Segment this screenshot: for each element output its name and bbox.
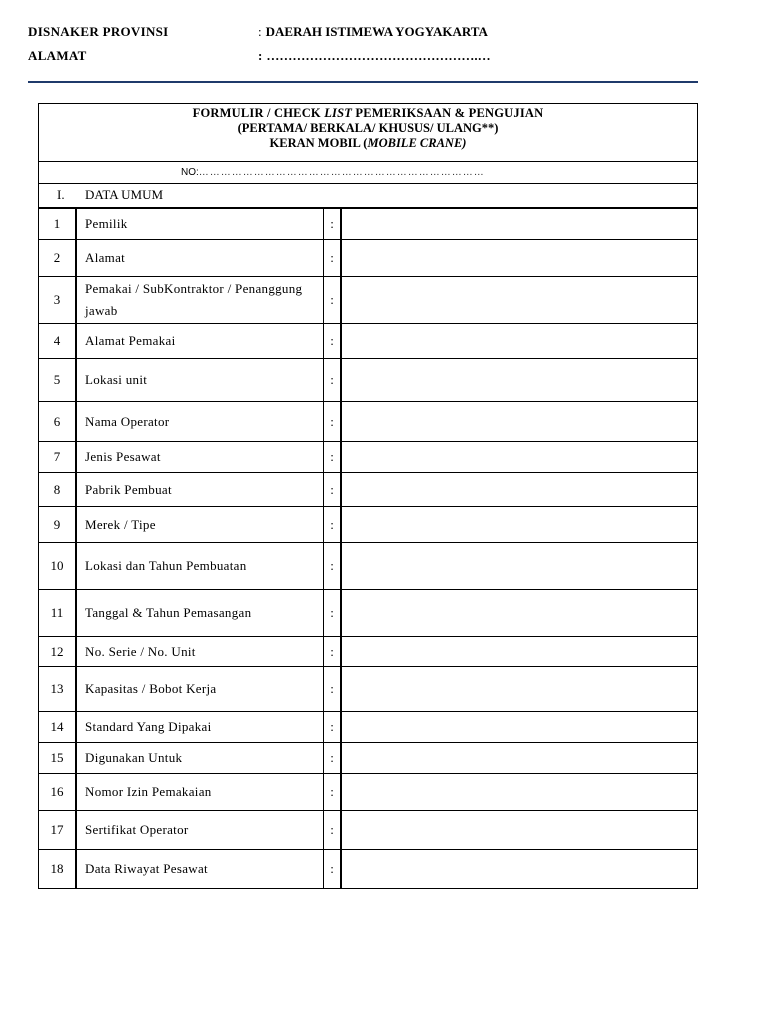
form-title-box xyxy=(38,103,698,162)
table-row xyxy=(39,850,698,889)
title-part-a: FORMULIR / CHECK xyxy=(192,106,325,120)
row-label: Pemilik xyxy=(76,209,324,240)
row-label: Jenis Pesawat xyxy=(76,442,324,473)
row-colon: : xyxy=(324,402,342,442)
row-colon: : xyxy=(324,743,342,774)
row-colon: : xyxy=(324,507,342,543)
row-value-field[interactable] xyxy=(341,402,698,442)
row-value-field[interactable] xyxy=(341,811,698,850)
row-label: Digunakan Untuk xyxy=(76,743,324,774)
form-number-dots: …………………………………………………………………… xyxy=(198,167,485,178)
row-value-field[interactable] xyxy=(341,637,698,667)
alamat-value xyxy=(258,48,491,64)
row-value-field[interactable] xyxy=(341,543,698,590)
row-label: Kapasitas / Bobot Kerja xyxy=(76,667,324,712)
row-number: 14 xyxy=(39,712,77,743)
row-number: 15 xyxy=(39,743,77,774)
row-value-field[interactable] xyxy=(341,209,698,240)
row-label: Pabrik Pembuat xyxy=(76,473,324,507)
form-title-line1 xyxy=(39,106,697,121)
row-colon: : xyxy=(324,712,342,743)
row-number: 10 xyxy=(39,543,77,590)
row-colon: : xyxy=(324,590,342,637)
data-table xyxy=(38,208,698,889)
row-number: 9 xyxy=(39,507,77,543)
row-number: 13 xyxy=(39,667,77,712)
row-number: 17 xyxy=(39,811,77,850)
section-number: I. xyxy=(57,187,65,202)
row-value-field[interactable] xyxy=(341,442,698,473)
row-label: Alamat xyxy=(76,240,324,277)
table-row xyxy=(39,543,698,590)
row-colon: : xyxy=(324,209,342,240)
row-colon: : xyxy=(324,811,342,850)
row-value-field[interactable] xyxy=(341,850,698,889)
provinsi-value-text: DAERAH ISTIMEWA YOGYAKARTA xyxy=(265,24,488,39)
colon: : xyxy=(258,24,262,39)
form-title-line3 xyxy=(39,136,697,151)
table-row xyxy=(39,774,698,811)
row-value-field[interactable] xyxy=(341,712,698,743)
section-title: DATA UMUM xyxy=(85,187,164,202)
title3-part-a: KERAN MOBIL ( xyxy=(269,136,368,150)
row-label: Data Riwayat Pesawat xyxy=(76,850,324,889)
row-label: Standard Yang Dipakai xyxy=(76,712,324,743)
row-number: 7 xyxy=(39,442,77,473)
table-row xyxy=(39,637,698,667)
table-row xyxy=(39,359,698,402)
row-colon: : xyxy=(324,774,342,811)
row-number: 4 xyxy=(39,324,77,359)
provinsi-label: DISNAKER PROVINSI xyxy=(28,24,169,39)
table-row xyxy=(39,209,698,240)
row-value-field[interactable] xyxy=(341,590,698,637)
row-value-field[interactable] xyxy=(341,473,698,507)
row-value-field[interactable] xyxy=(341,743,698,774)
form-number-field xyxy=(38,162,698,184)
header-divider xyxy=(28,81,698,83)
row-label: Merek / Tipe xyxy=(76,507,324,543)
row-label: Pemakai / SubKontraktor / Penanggung jawab xyxy=(76,277,324,324)
table-row xyxy=(39,473,698,507)
row-label: Tanggal & Tahun Pemasangan xyxy=(76,590,324,637)
row-colon: : xyxy=(324,850,342,889)
row-number: 8 xyxy=(39,473,77,507)
row-colon: : xyxy=(324,667,342,712)
table-row xyxy=(39,590,698,637)
colon: : xyxy=(258,48,263,63)
row-number: 6 xyxy=(39,402,77,442)
table-row xyxy=(39,507,698,543)
row-value-field[interactable] xyxy=(341,240,698,277)
title-part-b: LIST xyxy=(324,106,353,120)
row-number: 18 xyxy=(39,850,77,889)
row-colon: : xyxy=(324,324,342,359)
row-number: 3 xyxy=(39,277,77,324)
row-number: 16 xyxy=(39,774,77,811)
table-row xyxy=(39,712,698,743)
row-number: 5 xyxy=(39,359,77,402)
row-colon: : xyxy=(324,277,342,324)
row-colon: : xyxy=(324,359,342,402)
row-colon: : xyxy=(324,637,342,667)
row-label: Lokasi dan Tahun Pembuatan xyxy=(76,543,324,590)
table-row xyxy=(39,277,698,324)
provinsi-value xyxy=(258,24,488,40)
row-value-field[interactable] xyxy=(341,774,698,811)
form-title-line2: (PERTAMA/ BERKALA/ KHUSUS/ ULANG**) xyxy=(237,121,499,135)
title3-part-b: MOBILE CRANE) xyxy=(367,136,467,150)
row-label: Nomor Izin Pemakaian xyxy=(76,774,324,811)
table-row xyxy=(39,442,698,473)
row-label: Nama Operator xyxy=(76,402,324,442)
row-value-field[interactable] xyxy=(341,507,698,543)
row-value-field[interactable] xyxy=(341,359,698,402)
section-header xyxy=(38,184,698,208)
table-row xyxy=(39,324,698,359)
alamat-value-text: ………………………………………….… xyxy=(266,48,491,63)
row-number: 2 xyxy=(39,240,77,277)
title-part-c: PEMERIKSAAN & PENGUJIAN xyxy=(352,106,544,120)
row-colon: : xyxy=(324,473,342,507)
form-number-label: NO: xyxy=(181,167,199,178)
row-value-field[interactable] xyxy=(341,277,698,324)
table-row xyxy=(39,667,698,712)
row-label: No. Serie / No. Unit xyxy=(76,637,324,667)
table-row xyxy=(39,402,698,442)
row-number: 11 xyxy=(39,590,77,637)
row-label: Sertifikat Operator xyxy=(76,811,324,850)
row-value-field[interactable] xyxy=(341,667,698,712)
row-colon: : xyxy=(324,442,342,473)
table-row xyxy=(39,240,698,277)
row-label: Lokasi unit xyxy=(76,359,324,402)
row-colon: : xyxy=(324,240,342,277)
row-label: Alamat Pemakai xyxy=(76,324,324,359)
check-list-form xyxy=(38,103,698,889)
alamat-label: ALAMAT xyxy=(28,48,87,63)
table-row xyxy=(39,743,698,774)
table-row xyxy=(39,811,698,850)
row-number: 12 xyxy=(39,637,77,667)
row-value-field[interactable] xyxy=(341,324,698,359)
row-number: 1 xyxy=(39,209,77,240)
row-colon: : xyxy=(324,543,342,590)
